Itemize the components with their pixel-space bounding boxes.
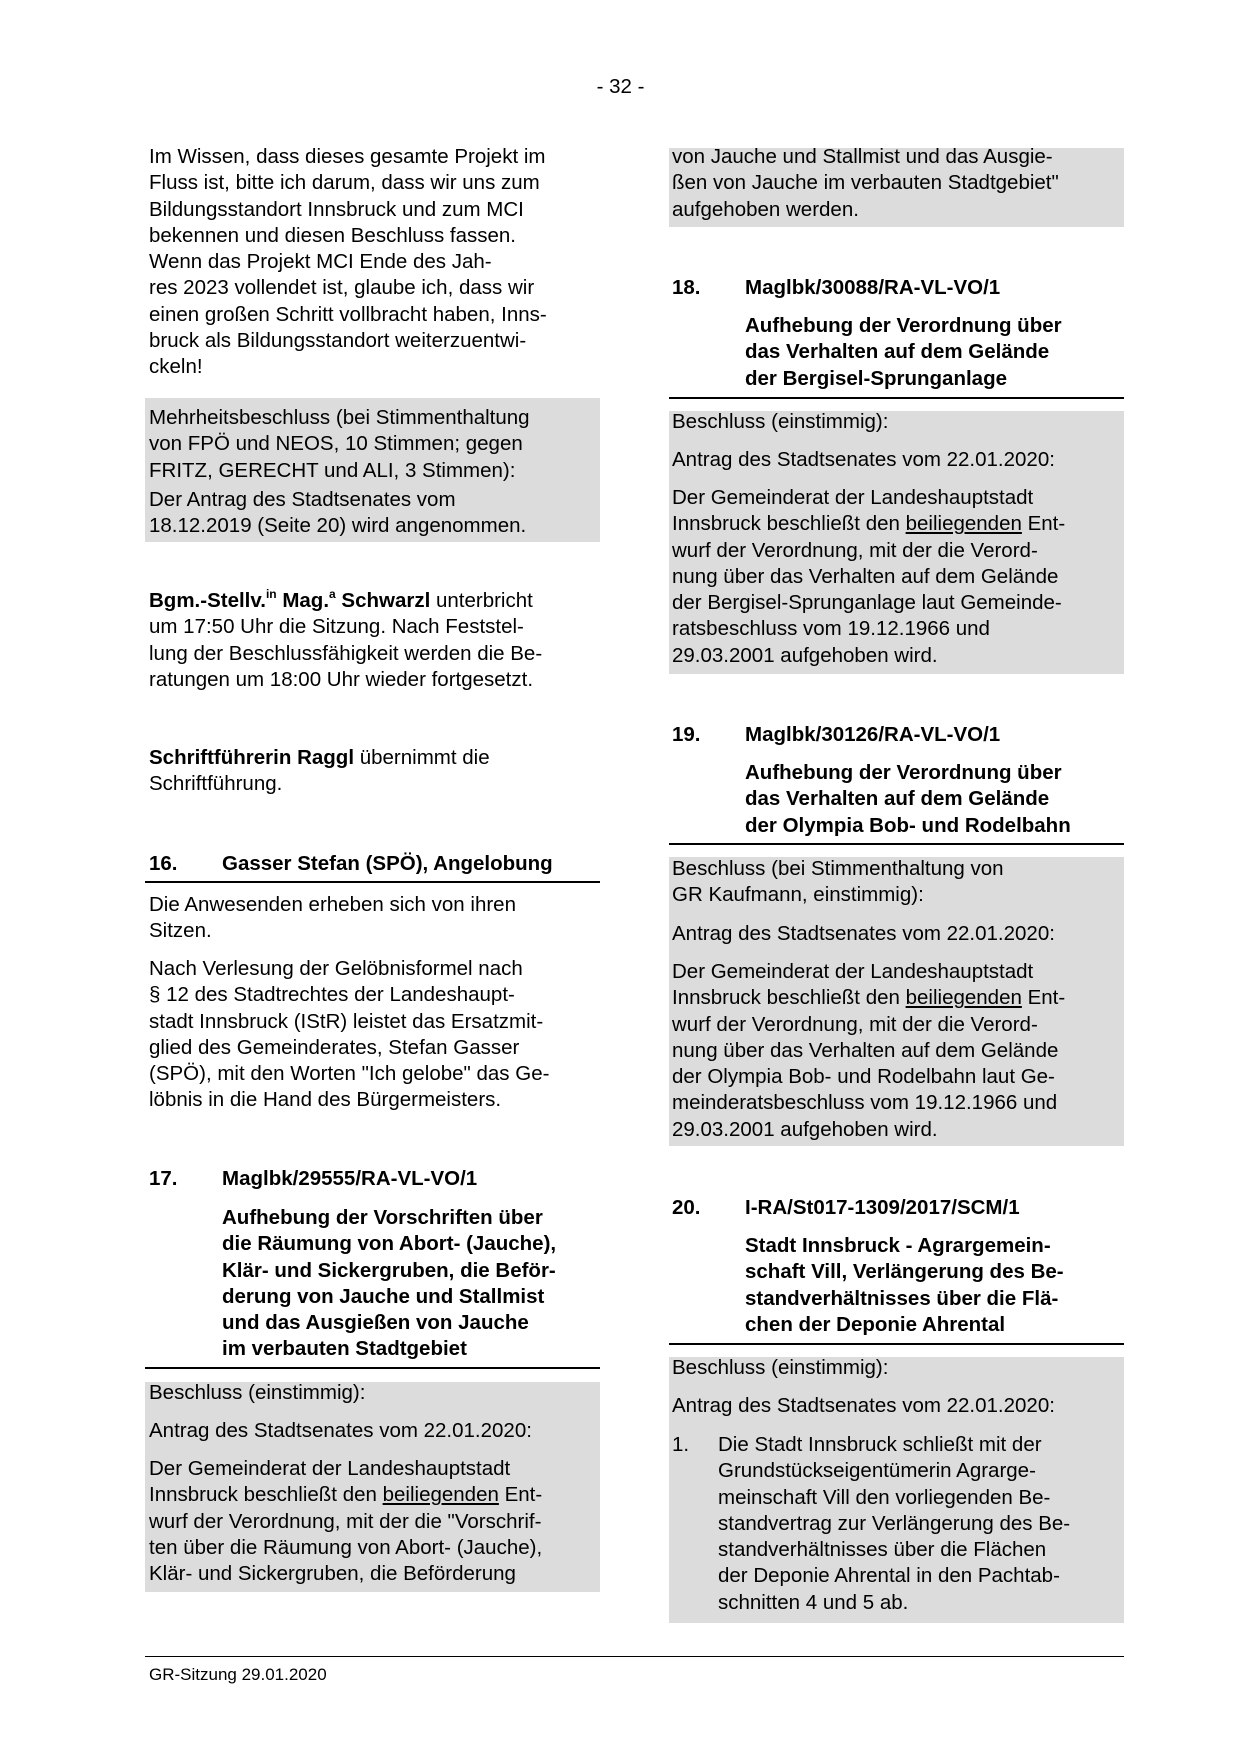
item18-decision: Beschluss (einstimmig): xyxy=(672,410,889,433)
item18-ref: Maglbk/30088/RA-VL-VO/1 xyxy=(745,276,1001,299)
decision-label: Mehrheitsbeschluss (bei Stimmenthaltung von FPÖ und NEOS, 10 Stimmen; gegen FRITZ, GERECHT und ALI, 3 Stimmen): xyxy=(149,406,530,482)
footer-text: GR-Sitzung 29.01.2020 xyxy=(149,1665,327,1684)
continuation-text: von Jauche und Stallmist und das Ausgie- ßen von Jauche im verbauten Stadtgebiet" aufgehoben werden. xyxy=(672,145,1059,221)
item20-motion: Antrag des Stadtsenates vom 22.01.2020: xyxy=(672,1394,1055,1417)
item17-text: Der Gemeinderat der Landeshauptstadt Innsbruck beschließt den beiliegenden Ent- wurf der Verordnung, mit der die "Vorschrif- ten über die Räumung von Abort- (Jauche), Klär- und Sickergruben, die Beförderung xyxy=(149,1457,543,1586)
break-note: Bgm.-Stellv.$^{in}$ Mag.$^a$ Schwarzl unterbricht um 17:50 Uhr die Sitzung. Nach Feststel- lung der Beschlussfähigkeit werden die Be- ratungen um 18:00 Uhr wieder fortgesetzt. xyxy=(149,587,543,691)
item18-text: Der Gemeinderat der Landeshauptstadt Innsbruck beschließt den beiliegenden Ent- wurf der Verordnung, mit der die Verord- nung über das Verhalten auf dem Gelände der Bergisel-Sprunganlage laut Gemeinde- ratsbeschluss vom 19.12.1966 und 29.03.2001 aufgehoben wird. xyxy=(672,486,1066,667)
item19-title: Aufhebung der Verordnung über das Verhalten auf dem Gelände der Olympia Bob- und Rodelbahn xyxy=(745,761,1071,837)
item20-title: Stadt Innsbruck - Agrargemein- schaft Vill, Verlängerung des Be- standverhältnisses über die Flä- chen der Deponie Ahrental xyxy=(745,1234,1064,1336)
item17-motion: Antrag des Stadtsenates vom 22.01.2020: xyxy=(149,1419,532,1442)
item18-number: 18. xyxy=(672,276,701,299)
divider xyxy=(669,397,1124,399)
item17-decision: Beschluss (einstimmig): xyxy=(149,1381,366,1404)
item20-decision: Beschluss (einstimmig): xyxy=(672,1356,889,1379)
page-number: - 32 - xyxy=(596,75,645,98)
divider xyxy=(145,1367,600,1369)
item19-decision: Beschluss (bei Stimmenthaltung von GR Kaufmann, einstimmig): xyxy=(672,857,1004,907)
divider xyxy=(669,1343,1124,1345)
divider xyxy=(145,881,600,883)
item18-motion: Antrag des Stadtsenates vom 22.01.2020: xyxy=(672,448,1055,471)
item20-number: 20. xyxy=(672,1196,701,1219)
item16-paragraph-2: Nach Verlesung der Gelöbnisformel nach § 12 des Stadtrechtes der Landeshaupt- stadt Innsbruck (IStR) leistet das Ersatzmit- glied des Gemeinderates, Stefan Gasser (SPÖ), mit den Worten "Ich gelobe" das Ge- löbnis in die Hand des Bürgermeisters. xyxy=(149,957,550,1112)
item16-title: Gasser Stefan (SPÖ), Angelobung xyxy=(222,852,553,875)
item19-text: Der Gemeinderat der Landeshauptstadt Innsbruck beschließt den beiliegenden Ent- wurf der Verordnung, mit der die Verord- nung über das Verhalten auf dem Gelände der Olympia Bob- und Rodelbahn laut Ge- meinderatsbeschluss vom 19.12.1966 und 29.03.2001 aufgehoben wird. xyxy=(672,960,1066,1141)
secretary-note: Schriftführerin Raggl übernimmt die Schriftführung. xyxy=(149,746,490,796)
divider xyxy=(669,843,1124,845)
item17-title: Aufhebung der Vorschriften über die Räumung von Abort- (Jauche), Klär- und Sickergruben, die Beför- derung von Jauche und Stallmist und das Ausgießen von Jauche im verbauten Stadtgebiet xyxy=(222,1206,557,1361)
item20-list-number: 1. xyxy=(672,1433,690,1456)
item19-number: 19. xyxy=(672,723,701,746)
item20-ref: I-RA/St017-1309/2017/SCM/1 xyxy=(745,1196,1020,1219)
item16-paragraph-1: Die Anwesenden erheben sich von ihren Sitzen. xyxy=(149,893,516,943)
item18-title: Aufhebung der Verordnung über das Verhalten auf dem Gelände der Bergisel-Sprunganlage xyxy=(745,314,1062,390)
decision-text: Der Antrag des Stadtsenates vom 18.12.2019 (Seite 20) wird angenommen. xyxy=(149,488,527,538)
item16-number: 16. xyxy=(149,852,178,875)
item17-number: 17. xyxy=(149,1167,178,1190)
intro-paragraph: Im Wissen, dass dieses gesamte Projekt im Fluss ist, bitte ich darum, dass wir uns zum Bildungsstandort Innsbruck und zum MCI bekennen und diesen Beschluss fassen. Wenn das Projekt MCI Ende des Jah- res 2023 vollendet ist, glaube ich, dass wir einen großen Schritt vollbracht haben, Inns- bruck als Bildungsstandort weiterzuentwi- ckeln! xyxy=(149,145,547,379)
item17-ref: Maglbk/29555/RA-VL-VO/1 xyxy=(222,1167,478,1190)
item20-list-text: Die Stadt Innsbruck schließt mit der Grundstückseigentümerin Agrarge- meinschaft Vill den vorliegenden Be- standvertrag zur Verlängerung des Be- standverhältnisses über die Flächen der Deponie Ahrental in den Pachtab- schnitten 4 und 5 ab. xyxy=(718,1433,1071,1614)
footer-divider xyxy=(145,1656,1124,1657)
item19-motion: Antrag des Stadtsenates vom 22.01.2020: xyxy=(672,922,1055,945)
item19-ref: Maglbk/30126/RA-VL-VO/1 xyxy=(745,723,1001,746)
